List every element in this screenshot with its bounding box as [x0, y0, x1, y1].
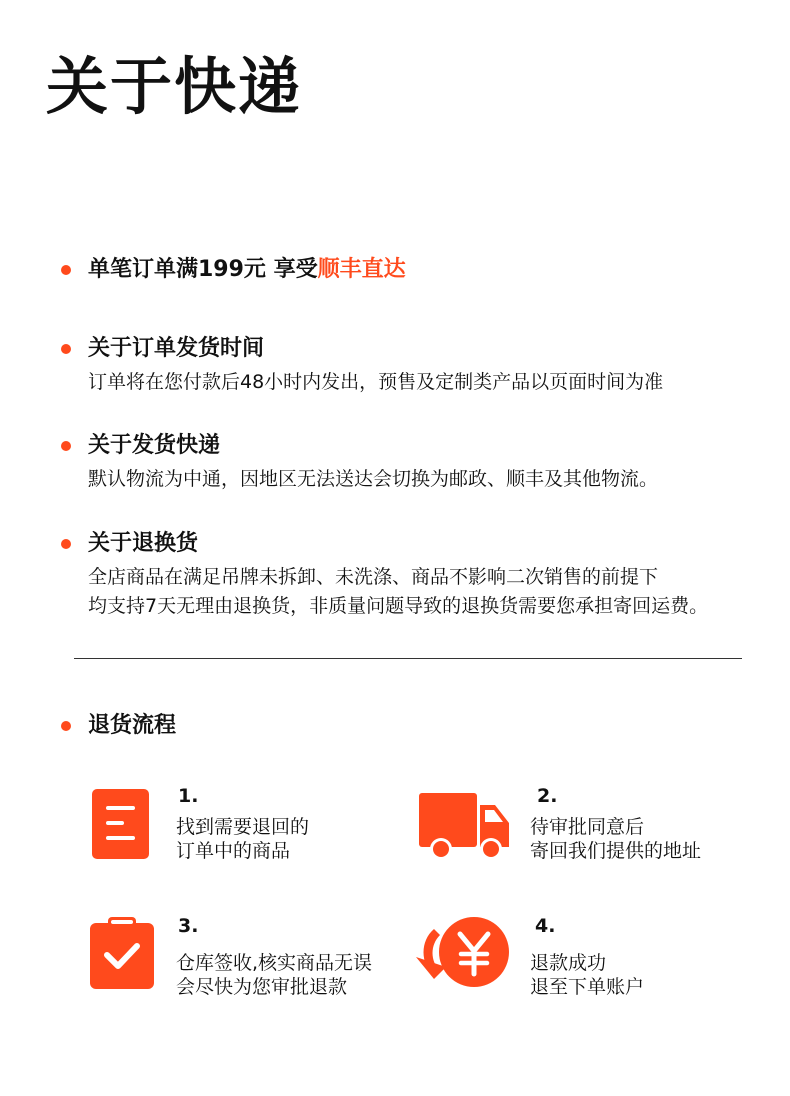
step-number: 2.	[537, 785, 558, 807]
step-text-line1: 退款成功	[530, 952, 607, 974]
step-number: 3.	[178, 915, 199, 937]
step-text-line1: 待审批同意后	[530, 816, 645, 838]
truck-icon	[419, 793, 511, 867]
bullet-dot	[61, 539, 71, 549]
clipboard-check-icon	[90, 917, 154, 993]
bullet-dot	[61, 344, 71, 354]
bullet-dot	[61, 441, 71, 451]
section-text-courier: 默认物流为中通，因地区无法送达会切换为邮政、顺丰及其他物流。	[88, 468, 659, 490]
step-number: 4.	[535, 915, 556, 937]
step-text-line2: 会尽快为您审批退款	[176, 976, 348, 998]
bullet-dot	[61, 265, 71, 275]
step-text-line2: 退至下单账户	[530, 976, 645, 998]
section-heading-returns: 关于退换货	[88, 531, 199, 556]
step-text-line2: 寄回我们提供的地址	[530, 840, 702, 862]
return-flow-heading: 退货流程	[88, 713, 177, 738]
step-text-line1: 找到需要退回的	[176, 816, 310, 838]
section-heading-ship-time: 关于订单发货时间	[88, 336, 265, 361]
page-title: 关于快递	[46, 50, 303, 123]
step-text-line1: 仓库签收,核实商品无误	[176, 952, 373, 974]
promo-line	[88, 256, 406, 284]
promo-prefix: 单笔订单满199元 享受	[88, 257, 318, 282]
promo-highlight: 顺丰直达	[317, 257, 406, 282]
document-icon	[92, 789, 149, 863]
step-number: 1.	[178, 785, 199, 807]
section-text-returns-line1: 全店商品在满足吊牌未拆卸、未洗涤、商品不影响二次销售的前提下	[88, 566, 659, 588]
section-text-ship-time: 订单将在您付款后48小时内发出，预售及定制类产品以页面时间为准	[88, 371, 664, 393]
section-heading-courier: 关于发货快递	[88, 433, 221, 458]
yen-refund-icon	[414, 917, 510, 993]
section-text-returns-line2: 均支持7天无理由退换货，非质量问题导致的退换货需要您承担寄回运费。	[88, 595, 709, 617]
divider	[74, 658, 742, 659]
bullet-dot	[61, 721, 71, 731]
step-text-line2: 订单中的商品	[176, 840, 291, 862]
